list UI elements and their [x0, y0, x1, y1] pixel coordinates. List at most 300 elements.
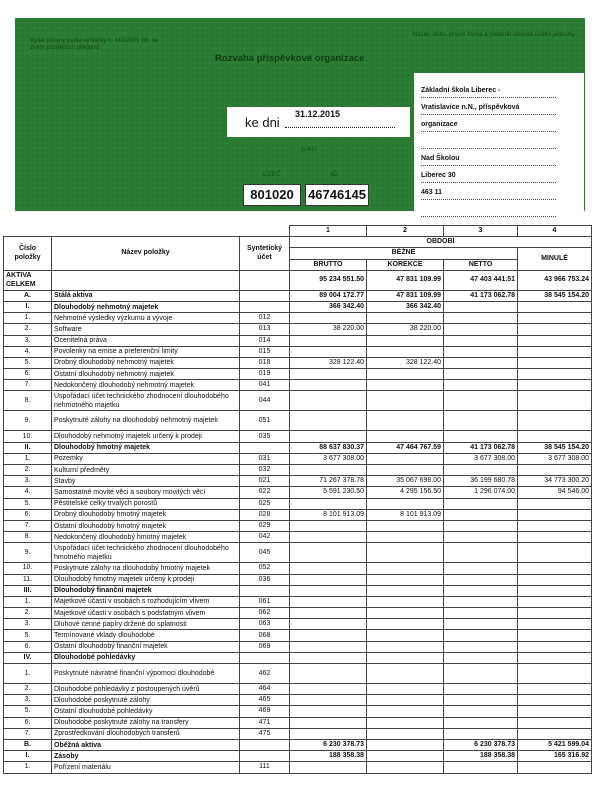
org-line: Liberec 30 — [421, 168, 556, 183]
row-number: 8. — [4, 391, 52, 411]
row-account: 475 — [240, 728, 290, 739]
row-minule — [518, 684, 592, 695]
row-netto — [444, 664, 518, 684]
row-brutto — [290, 391, 367, 411]
row-number: 4. — [4, 487, 52, 498]
row-brutto: 188 358.38 — [290, 751, 367, 762]
row-minule — [518, 498, 592, 509]
row-number: 6. — [4, 369, 52, 380]
table-row — [4, 301, 592, 312]
table-row — [4, 619, 592, 630]
row-netto: 1 296 074.00 — [444, 487, 518, 498]
row-number: AKTIVA CELKEM — [4, 270, 52, 290]
row-name — [52, 270, 240, 290]
row-brutto — [290, 498, 367, 509]
row-brutto: 6 230 378.73 — [290, 739, 367, 750]
row-number: IV. — [4, 652, 52, 663]
table-row — [4, 762, 592, 773]
row-account: 069 — [240, 641, 290, 652]
table-body — [4, 270, 592, 773]
row-account: 022 — [240, 487, 290, 498]
row-name: Zprostředkování dlouhodobých transferů — [52, 728, 240, 739]
row-netto — [444, 728, 518, 739]
row-korekce — [367, 695, 444, 706]
row-name: Dlouhodobé poskytnuté zálohy — [52, 695, 240, 706]
table-row — [4, 608, 592, 619]
col-number: 3 — [444, 226, 518, 237]
table-row — [4, 717, 592, 728]
row-name: Drobný dlouhodobý hmotný majetek — [52, 509, 240, 520]
date-label: ke dni — [245, 115, 280, 130]
table-row — [4, 630, 592, 641]
ic-label: IČ — [330, 171, 338, 178]
row-netto — [444, 596, 518, 607]
row-number: 11. — [4, 574, 52, 585]
entity-note: Název, sídlo, právní forma a předmět činnosti účetní jednotky — [413, 32, 576, 38]
row-minule — [518, 324, 592, 335]
table-row — [4, 695, 592, 706]
row-brutto — [290, 641, 367, 652]
row-korekce — [367, 391, 444, 411]
row-number: 9. — [4, 411, 52, 431]
row-netto — [444, 684, 518, 695]
organization-box — [414, 73, 584, 227]
row-number: 6. — [4, 717, 52, 728]
row-name: Majetkové účasti v osobách s podstatným vlivem — [52, 608, 240, 619]
row-number: 5. — [4, 706, 52, 717]
row-number: I. — [4, 301, 52, 312]
table-row — [4, 290, 592, 301]
row-korekce: 47 831 109.99 — [367, 290, 444, 301]
row-brutto — [290, 652, 367, 663]
row-minule — [518, 664, 592, 684]
table-row — [4, 532, 592, 543]
row-brutto: 8 101 913.09 — [290, 509, 367, 520]
row-account: 062 — [240, 608, 290, 619]
row-account — [240, 290, 290, 301]
row-minule — [518, 574, 592, 585]
row-netto — [444, 335, 518, 346]
row-name: Software — [52, 324, 240, 335]
col-number: 1 — [290, 226, 367, 237]
row-korekce — [367, 498, 444, 509]
row-korekce — [367, 346, 444, 357]
row-brutto — [290, 619, 367, 630]
row-minule — [518, 465, 592, 476]
row-netto — [444, 313, 518, 324]
row-number: 7. — [4, 728, 52, 739]
row-account: 013 — [240, 324, 290, 335]
row-netto: 3 677 308.00 — [444, 453, 518, 464]
row-number: 1. — [4, 762, 52, 773]
row-minule: 94 546.00 — [518, 487, 592, 498]
row-netto — [444, 324, 518, 335]
row-number: 4. — [4, 346, 52, 357]
row-netto — [444, 630, 518, 641]
table-row — [4, 664, 592, 684]
row-brutto: 71 267 378.78 — [290, 476, 367, 487]
table-row — [4, 728, 592, 739]
row-minule — [518, 652, 592, 663]
row-netto: 6 230 378.73 — [444, 739, 518, 750]
row-number: 10. — [4, 563, 52, 574]
row-name: Dlouhodobé poskytnuté zálohy na transfery — [52, 717, 240, 728]
row-korekce — [367, 465, 444, 476]
table-row — [4, 520, 592, 531]
row-brutto — [290, 630, 367, 641]
row-name: Dlouhodobý hmotný majetek — [52, 442, 240, 453]
row-korekce — [367, 619, 444, 630]
unit-label: (v Kč) — [301, 147, 317, 153]
row-netto — [444, 357, 518, 368]
row-account: 018 — [240, 357, 290, 368]
row-name: Poskytnuté zálohy na dlouhodobý hmotný majetek — [52, 563, 240, 574]
row-account: 462 — [240, 664, 290, 684]
row-number: 5. — [4, 630, 52, 641]
row-korekce — [367, 574, 444, 585]
row-brutto — [290, 664, 367, 684]
row-korekce — [367, 684, 444, 695]
row-korekce — [367, 751, 444, 762]
row-name: Zásoby — [52, 751, 240, 762]
row-number: 5. — [4, 498, 52, 509]
row-name: Dlouhodobý finanční majetek — [52, 585, 240, 596]
table-row — [4, 739, 592, 750]
row-name: Samostatné movité věci a soubory movitých věcí — [52, 487, 240, 498]
row-account — [240, 301, 290, 312]
row-brutto — [290, 695, 367, 706]
row-korekce — [367, 739, 444, 750]
row-minule: 34 773 300.20 — [518, 476, 592, 487]
row-number: 1. — [4, 313, 52, 324]
row-number: 1. — [4, 596, 52, 607]
row-account — [240, 585, 290, 596]
table-row — [4, 563, 592, 574]
row-minule — [518, 369, 592, 380]
row-number: 8. — [4, 532, 52, 543]
row-name: Dlouhodobý nehmotný majetek — [52, 301, 240, 312]
row-netto — [444, 563, 518, 574]
row-netto — [444, 717, 518, 728]
row-number: 7. — [4, 520, 52, 531]
uzec-value: 801020 — [243, 184, 301, 206]
org-line: Vratislavice n.N., příspěvková — [421, 100, 556, 115]
row-netto — [444, 301, 518, 312]
row-brutto — [290, 717, 367, 728]
row-name: Nehmotné výsledky výzkumu a vývoje — [52, 313, 240, 324]
row-minule — [518, 630, 592, 641]
row-name: Dlouhodobý nehmotný majetek určený k prodeji — [52, 431, 240, 442]
row-korekce — [367, 532, 444, 543]
row-minule: 43 966 753.24 — [518, 270, 592, 290]
row-name: Ocenitelná práva — [52, 335, 240, 346]
row-korekce — [367, 335, 444, 346]
table-row — [4, 369, 592, 380]
header-minule: MINULÉ — [518, 248, 592, 270]
table-row — [4, 585, 592, 596]
row-account: 028 — [240, 509, 290, 520]
org-line: Nad Školou — [421, 151, 556, 166]
row-number: 2. — [4, 684, 52, 695]
row-name: Dlouhodobý hmotný majetek určený k prodeji — [52, 574, 240, 585]
row-korekce: 4 295 156.50 — [367, 487, 444, 498]
row-minule — [518, 346, 592, 357]
row-name: Stálá aktiva — [52, 290, 240, 301]
row-name: Poskytnuté zálohy na dlouhodobý nehmotný majetek — [52, 411, 240, 431]
row-number: III. — [4, 585, 52, 596]
row-korekce — [367, 380, 444, 391]
row-korekce: 366 342.40 — [367, 301, 444, 312]
row-korekce — [367, 585, 444, 596]
form-title: Rozvaha příspěvkové organizace — [215, 53, 365, 64]
row-korekce: 35 067 698.00 — [367, 476, 444, 487]
row-netto — [444, 369, 518, 380]
row-netto — [444, 652, 518, 663]
row-minule — [518, 380, 592, 391]
row-account — [240, 270, 290, 290]
row-minule: 165 316.92 — [518, 751, 592, 762]
row-minule — [518, 706, 592, 717]
row-name: Oběžná aktiva — [52, 739, 240, 750]
row-korekce — [367, 717, 444, 728]
row-name: Ostatní dlouhodobé pohledávky — [52, 706, 240, 717]
row-account: 063 — [240, 619, 290, 630]
date-box — [227, 107, 410, 137]
row-number: II. — [4, 442, 52, 453]
row-brutto — [290, 335, 367, 346]
row-minule: 3 677 308.00 — [518, 453, 592, 464]
row-name: Termínované vklady dlouhodobé — [52, 630, 240, 641]
row-korekce — [367, 369, 444, 380]
row-brutto — [290, 369, 367, 380]
row-name: Drobný dlouhodobý nehmotný majetek — [52, 357, 240, 368]
row-minule — [518, 641, 592, 652]
row-brutto — [290, 563, 367, 574]
row-name: Majetkové účasti v osobách s rozhodujícím vlivem — [52, 596, 240, 607]
balance-sheet — [3, 225, 591, 774]
row-korekce — [367, 728, 444, 739]
row-brutto: 88 637 830.37 — [290, 442, 367, 453]
row-korekce — [367, 520, 444, 531]
row-brutto: 89 004 172.77 — [290, 290, 367, 301]
row-korekce — [367, 630, 444, 641]
row-minule: 38 545 154.20 — [518, 290, 592, 301]
row-brutto — [290, 411, 367, 431]
row-name: Ostatní dlouhodobý finanční majetek — [52, 641, 240, 652]
row-minule — [518, 728, 592, 739]
row-brutto — [290, 608, 367, 619]
row-account: 044 — [240, 391, 290, 411]
row-minule — [518, 532, 592, 543]
table-row — [4, 380, 592, 391]
row-number: 10. — [4, 431, 52, 442]
row-netto — [444, 498, 518, 509]
row-brutto — [290, 465, 367, 476]
table-row — [4, 543, 592, 563]
row-minule — [518, 563, 592, 574]
row-brutto — [290, 596, 367, 607]
row-minule — [518, 313, 592, 324]
table-row — [4, 346, 592, 357]
table-row — [4, 751, 592, 762]
row-brutto — [290, 431, 367, 442]
row-number: A. — [4, 290, 52, 301]
header-brutto: BRUTTO — [290, 259, 367, 270]
row-brutto: 328 122.40 — [290, 357, 367, 368]
row-minule — [518, 619, 592, 630]
row-account: 465 — [240, 695, 290, 706]
row-account — [240, 442, 290, 453]
row-number: 2. — [4, 324, 52, 335]
row-account: 469 — [240, 706, 290, 717]
header-nazev: Název položky — [52, 237, 240, 271]
row-korekce — [367, 652, 444, 663]
table-row — [4, 431, 592, 442]
row-minule — [518, 335, 592, 346]
row-netto — [444, 465, 518, 476]
row-netto — [444, 762, 518, 773]
row-account — [240, 751, 290, 762]
row-korekce: 8 101 913.09 — [367, 509, 444, 520]
row-name: Nedokončený dlouhodobý nehmotný majetek — [52, 380, 240, 391]
row-netto: 41 173 062.78 — [444, 290, 518, 301]
row-netto — [444, 520, 518, 531]
row-account: 042 — [240, 532, 290, 543]
row-brutto: 5 591 230.50 — [290, 487, 367, 498]
row-number: 6. — [4, 641, 52, 652]
row-netto — [444, 706, 518, 717]
header-obdobi: OBDOBÍ — [290, 237, 592, 248]
row-minule — [518, 608, 592, 619]
row-netto — [444, 619, 518, 630]
header-ucet: Syntetický účet — [240, 237, 290, 271]
row-brutto — [290, 532, 367, 543]
row-korekce — [367, 453, 444, 464]
row-netto — [444, 532, 518, 543]
row-account: 471 — [240, 717, 290, 728]
row-netto: 188 358.38 — [444, 751, 518, 762]
row-korekce — [367, 543, 444, 563]
row-brutto — [290, 574, 367, 585]
row-number: 9. — [4, 543, 52, 563]
table-row — [4, 487, 592, 498]
row-account: 068 — [240, 630, 290, 641]
row-minule: 5 421 599.04 — [518, 739, 592, 750]
row-netto — [444, 391, 518, 411]
row-account: 052 — [240, 563, 290, 574]
row-name: Uspořádací účet technického zhodnocení dlouhodobého hmotného majetku — [52, 543, 240, 563]
row-brutto — [290, 585, 367, 596]
row-minule — [518, 717, 592, 728]
row-korekce — [367, 608, 444, 619]
row-netto — [444, 431, 518, 442]
row-name: Dlouhodobé pohledávky z postoupených úvěrů — [52, 684, 240, 695]
row-minule: 38 545 154.20 — [518, 442, 592, 453]
col-number: 4 — [518, 226, 592, 237]
row-name: Poskytnuté návratné finanční výpomoci dlouhodobé — [52, 664, 240, 684]
row-account: 031 — [240, 453, 290, 464]
table-row — [4, 706, 592, 717]
row-brutto — [290, 684, 367, 695]
row-minule — [518, 509, 592, 520]
row-netto — [444, 641, 518, 652]
row-number: 5. — [4, 357, 52, 368]
table-row — [4, 684, 592, 695]
header-netto: NETTO — [444, 259, 518, 270]
row-name: Ostatní dlouhodobý nehmotný majetek — [52, 369, 240, 380]
row-number: 1. — [4, 453, 52, 464]
row-number: 3. — [4, 619, 52, 630]
row-brutto — [290, 728, 367, 739]
row-minule — [518, 301, 592, 312]
row-number: 3. — [4, 335, 52, 346]
row-number: 3. — [4, 695, 52, 706]
row-number: I. — [4, 751, 52, 762]
row-account: 035 — [240, 431, 290, 442]
row-minule — [518, 391, 592, 411]
row-number: 2. — [4, 465, 52, 476]
header-korekce: KOREKCE — [367, 259, 444, 270]
row-brutto: 95 234 551.50 — [290, 270, 367, 290]
legal-note: Vydal pokyny podle vyhlášky č. 410/2009 Sb. ve znění pozdějších předpisů — [30, 38, 159, 51]
row-number: 6. — [4, 509, 52, 520]
row-account — [240, 652, 290, 663]
table-row — [4, 641, 592, 652]
row-brutto: 366 342.40 — [290, 301, 367, 312]
table-row — [4, 465, 592, 476]
row-korekce: 47 464 767.59 — [367, 442, 444, 453]
table-row — [4, 313, 592, 324]
row-minule — [518, 596, 592, 607]
row-number: B. — [4, 739, 52, 750]
row-minule — [518, 695, 592, 706]
row-name: Uspořádací účet technického zhodnocení dlouhodobého nehmotného majetku — [52, 391, 240, 411]
row-korekce: 47 831 109.99 — [367, 270, 444, 290]
header-bezne: BĚŽNÉ — [290, 248, 518, 259]
row-account: 019 — [240, 369, 290, 380]
row-account: 051 — [240, 411, 290, 431]
row-brutto — [290, 346, 367, 357]
row-name: Pozemky — [52, 453, 240, 464]
row-korekce — [367, 762, 444, 773]
org-line — [421, 202, 556, 217]
row-brutto — [290, 762, 367, 773]
row-brutto — [290, 520, 367, 531]
table-row — [4, 270, 592, 290]
row-korekce — [367, 411, 444, 431]
row-minule — [518, 762, 592, 773]
table-row — [4, 411, 592, 431]
row-netto — [444, 608, 518, 619]
table-row — [4, 324, 592, 335]
row-name: Pěstitelské celky trvalých porostů — [52, 498, 240, 509]
row-account: 464 — [240, 684, 290, 695]
org-line: 463 11 — [421, 185, 556, 200]
date-value: 31.12.2015 — [295, 109, 341, 119]
table-row — [4, 498, 592, 509]
row-number: 2. — [4, 608, 52, 619]
row-account: 015 — [240, 346, 290, 357]
row-name: Kulturní předměty — [52, 465, 240, 476]
row-netto — [444, 585, 518, 596]
row-netto — [444, 695, 518, 706]
row-account: 045 — [240, 543, 290, 563]
row-name: Pořízení materiálu — [52, 762, 240, 773]
table-row — [4, 476, 592, 487]
row-minule — [518, 411, 592, 431]
row-brutto — [290, 706, 367, 717]
table-row — [4, 335, 592, 346]
